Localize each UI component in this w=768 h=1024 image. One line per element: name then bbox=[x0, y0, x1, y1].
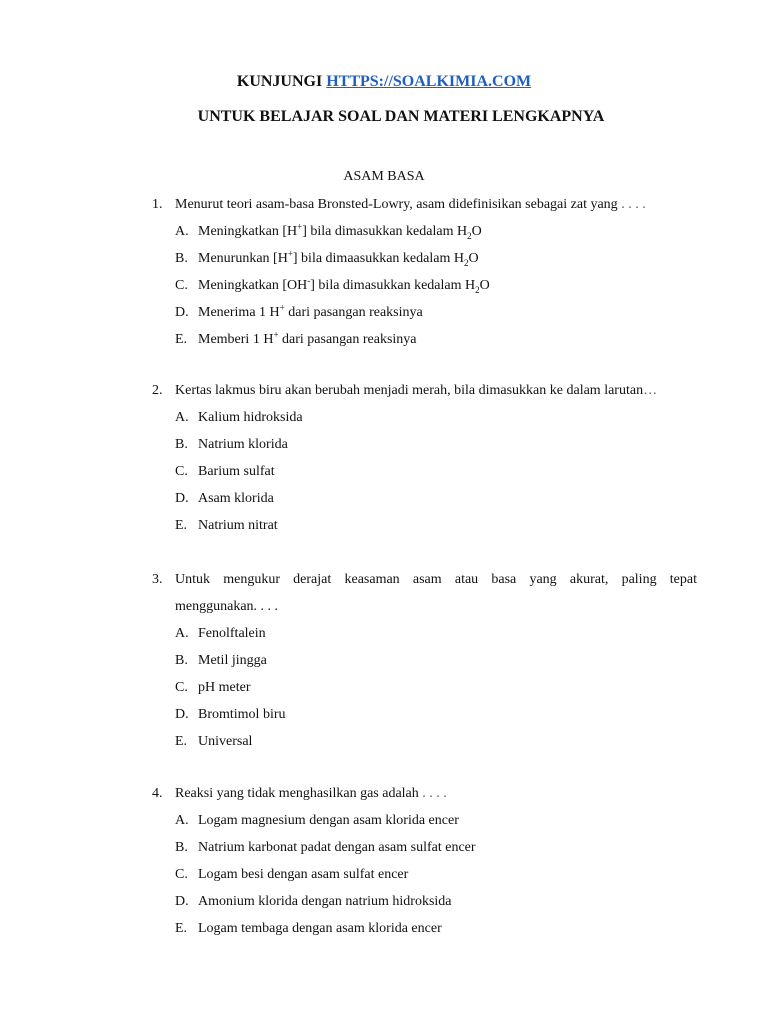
option-d[interactable] bbox=[152, 888, 697, 915]
option-text: Bromtimol biru bbox=[198, 707, 286, 722]
option-a[interactable] bbox=[152, 807, 697, 834]
option-text: Kalium hidroksida bbox=[198, 410, 303, 425]
option-e[interactable] bbox=[152, 728, 697, 755]
question-number: 1. bbox=[152, 197, 163, 212]
option-label: D. bbox=[175, 707, 189, 722]
option-label: A. bbox=[175, 813, 189, 828]
option-text: Logam magnesium dengan asam klorida encer bbox=[198, 813, 459, 828]
question-number: 3. bbox=[152, 572, 163, 587]
option-text: pH meter bbox=[198, 680, 251, 695]
option-text: Natrium nitrat bbox=[198, 518, 278, 533]
option-label: C. bbox=[175, 464, 188, 479]
question-text: Menurut teori asam-basa Bronsted-Lowry, asam didefinisikan sebagai zat yang . . . . bbox=[175, 197, 646, 212]
option-a[interactable] bbox=[152, 218, 697, 245]
option-text: Menurunkan [H+] bila dimaasukkan kedalam $H_2O$ bbox=[198, 248, 479, 268]
option-text: Menerima 1 H+ dari pasangan reaksinya bbox=[198, 302, 423, 320]
question-4-stem bbox=[152, 780, 697, 807]
option-text: Natrium klorida bbox=[198, 437, 288, 452]
question-number: 2. bbox=[152, 383, 163, 398]
header-visit-line bbox=[0, 73, 768, 91]
question-number: 4. bbox=[152, 786, 163, 801]
option-b[interactable] bbox=[152, 431, 697, 458]
question-3-stem-line-1 bbox=[152, 566, 697, 593]
option-label: A. bbox=[175, 626, 189, 641]
question-4 bbox=[152, 780, 697, 942]
option-text: Natrium karbonat padat dengan asam sulfat encer bbox=[198, 840, 476, 855]
option-e[interactable] bbox=[152, 326, 697, 353]
question-text: Kertas lakmus biru akan berubah menjadi merah, bila dimasukkan ke dalam larutan… bbox=[175, 383, 658, 398]
option-b[interactable] bbox=[152, 834, 697, 861]
option-label: E. bbox=[175, 921, 188, 936]
option-label: C. bbox=[175, 867, 188, 882]
option-label: B. bbox=[175, 437, 188, 452]
option-label: A. bbox=[175, 410, 189, 425]
option-text: Universal bbox=[198, 734, 253, 749]
option-label: D. bbox=[175, 894, 189, 909]
option-c[interactable] bbox=[152, 458, 697, 485]
option-label: B. bbox=[175, 251, 188, 266]
option-e[interactable] bbox=[152, 915, 697, 942]
question-2-stem bbox=[152, 377, 697, 404]
option-label: A. bbox=[175, 224, 189, 239]
option-label: E. bbox=[175, 518, 188, 533]
option-d[interactable] bbox=[152, 299, 697, 326]
question-3 bbox=[152, 566, 697, 755]
option-text: Asam klorida bbox=[198, 491, 274, 506]
option-e[interactable] bbox=[152, 512, 697, 539]
option-a[interactable] bbox=[152, 404, 697, 431]
page-title: ASAM BASA bbox=[343, 169, 425, 184]
question-text-continued: menggunakan. . . . bbox=[175, 599, 279, 614]
option-text: Logam besi dengan asam sulfat encer bbox=[198, 867, 409, 882]
option-label: E. bbox=[175, 332, 188, 347]
option-d[interactable] bbox=[152, 701, 697, 728]
option-text: Memberi 1 H+ dari pasangan reaksinya bbox=[198, 329, 417, 347]
visit-label: KUNJUNGI bbox=[236, 73, 327, 90]
header-subtitle: UNTUK BELAJAR SOAL DAN MATERI LENGKAPNYA bbox=[197, 108, 605, 125]
option-text: Logam tembaga dengan asam klorida encer bbox=[198, 921, 442, 936]
option-text: Metil jingga bbox=[198, 653, 267, 668]
option-c[interactable] bbox=[152, 674, 697, 701]
option-b[interactable] bbox=[152, 245, 697, 272]
option-text: Fenolftalein bbox=[198, 626, 266, 641]
option-c[interactable] bbox=[152, 861, 697, 888]
option-text: Meningkatkan [OH-] bila dimasukkan kedalam $H_2O$ bbox=[198, 275, 490, 295]
question-1-stem bbox=[152, 191, 697, 218]
question-3-stem-line-2 bbox=[152, 593, 697, 620]
option-label: C. bbox=[175, 278, 188, 293]
option-label: E. bbox=[175, 734, 188, 749]
option-label: D. bbox=[175, 305, 189, 320]
option-c[interactable] bbox=[152, 272, 697, 299]
website-link[interactable]: HTTPS://SOALKIMIA.COM bbox=[326, 73, 532, 90]
option-text: Barium sulfat bbox=[198, 464, 275, 479]
question-text: Reaksi yang tidak menghasilkan gas adalah . . . . bbox=[175, 786, 447, 801]
question-2 bbox=[152, 377, 697, 539]
option-b[interactable] bbox=[152, 647, 697, 674]
option-text: Meningkatkan [H+] bila dimasukkan kedalam $H_2O$ bbox=[198, 221, 482, 241]
option-d[interactable] bbox=[152, 485, 697, 512]
option-label: D. bbox=[175, 491, 189, 506]
option-text: Amonium klorida dengan natrium hidroksida bbox=[198, 894, 452, 909]
option-label: C. bbox=[175, 680, 188, 695]
question-text: Untuk mengukur derajat keasaman asam atau basa yang akurat, paling tepat bbox=[175, 572, 697, 587]
option-label: B. bbox=[175, 840, 188, 855]
question-1 bbox=[152, 191, 697, 353]
option-label: B. bbox=[175, 653, 188, 668]
option-a[interactable] bbox=[152, 620, 697, 647]
